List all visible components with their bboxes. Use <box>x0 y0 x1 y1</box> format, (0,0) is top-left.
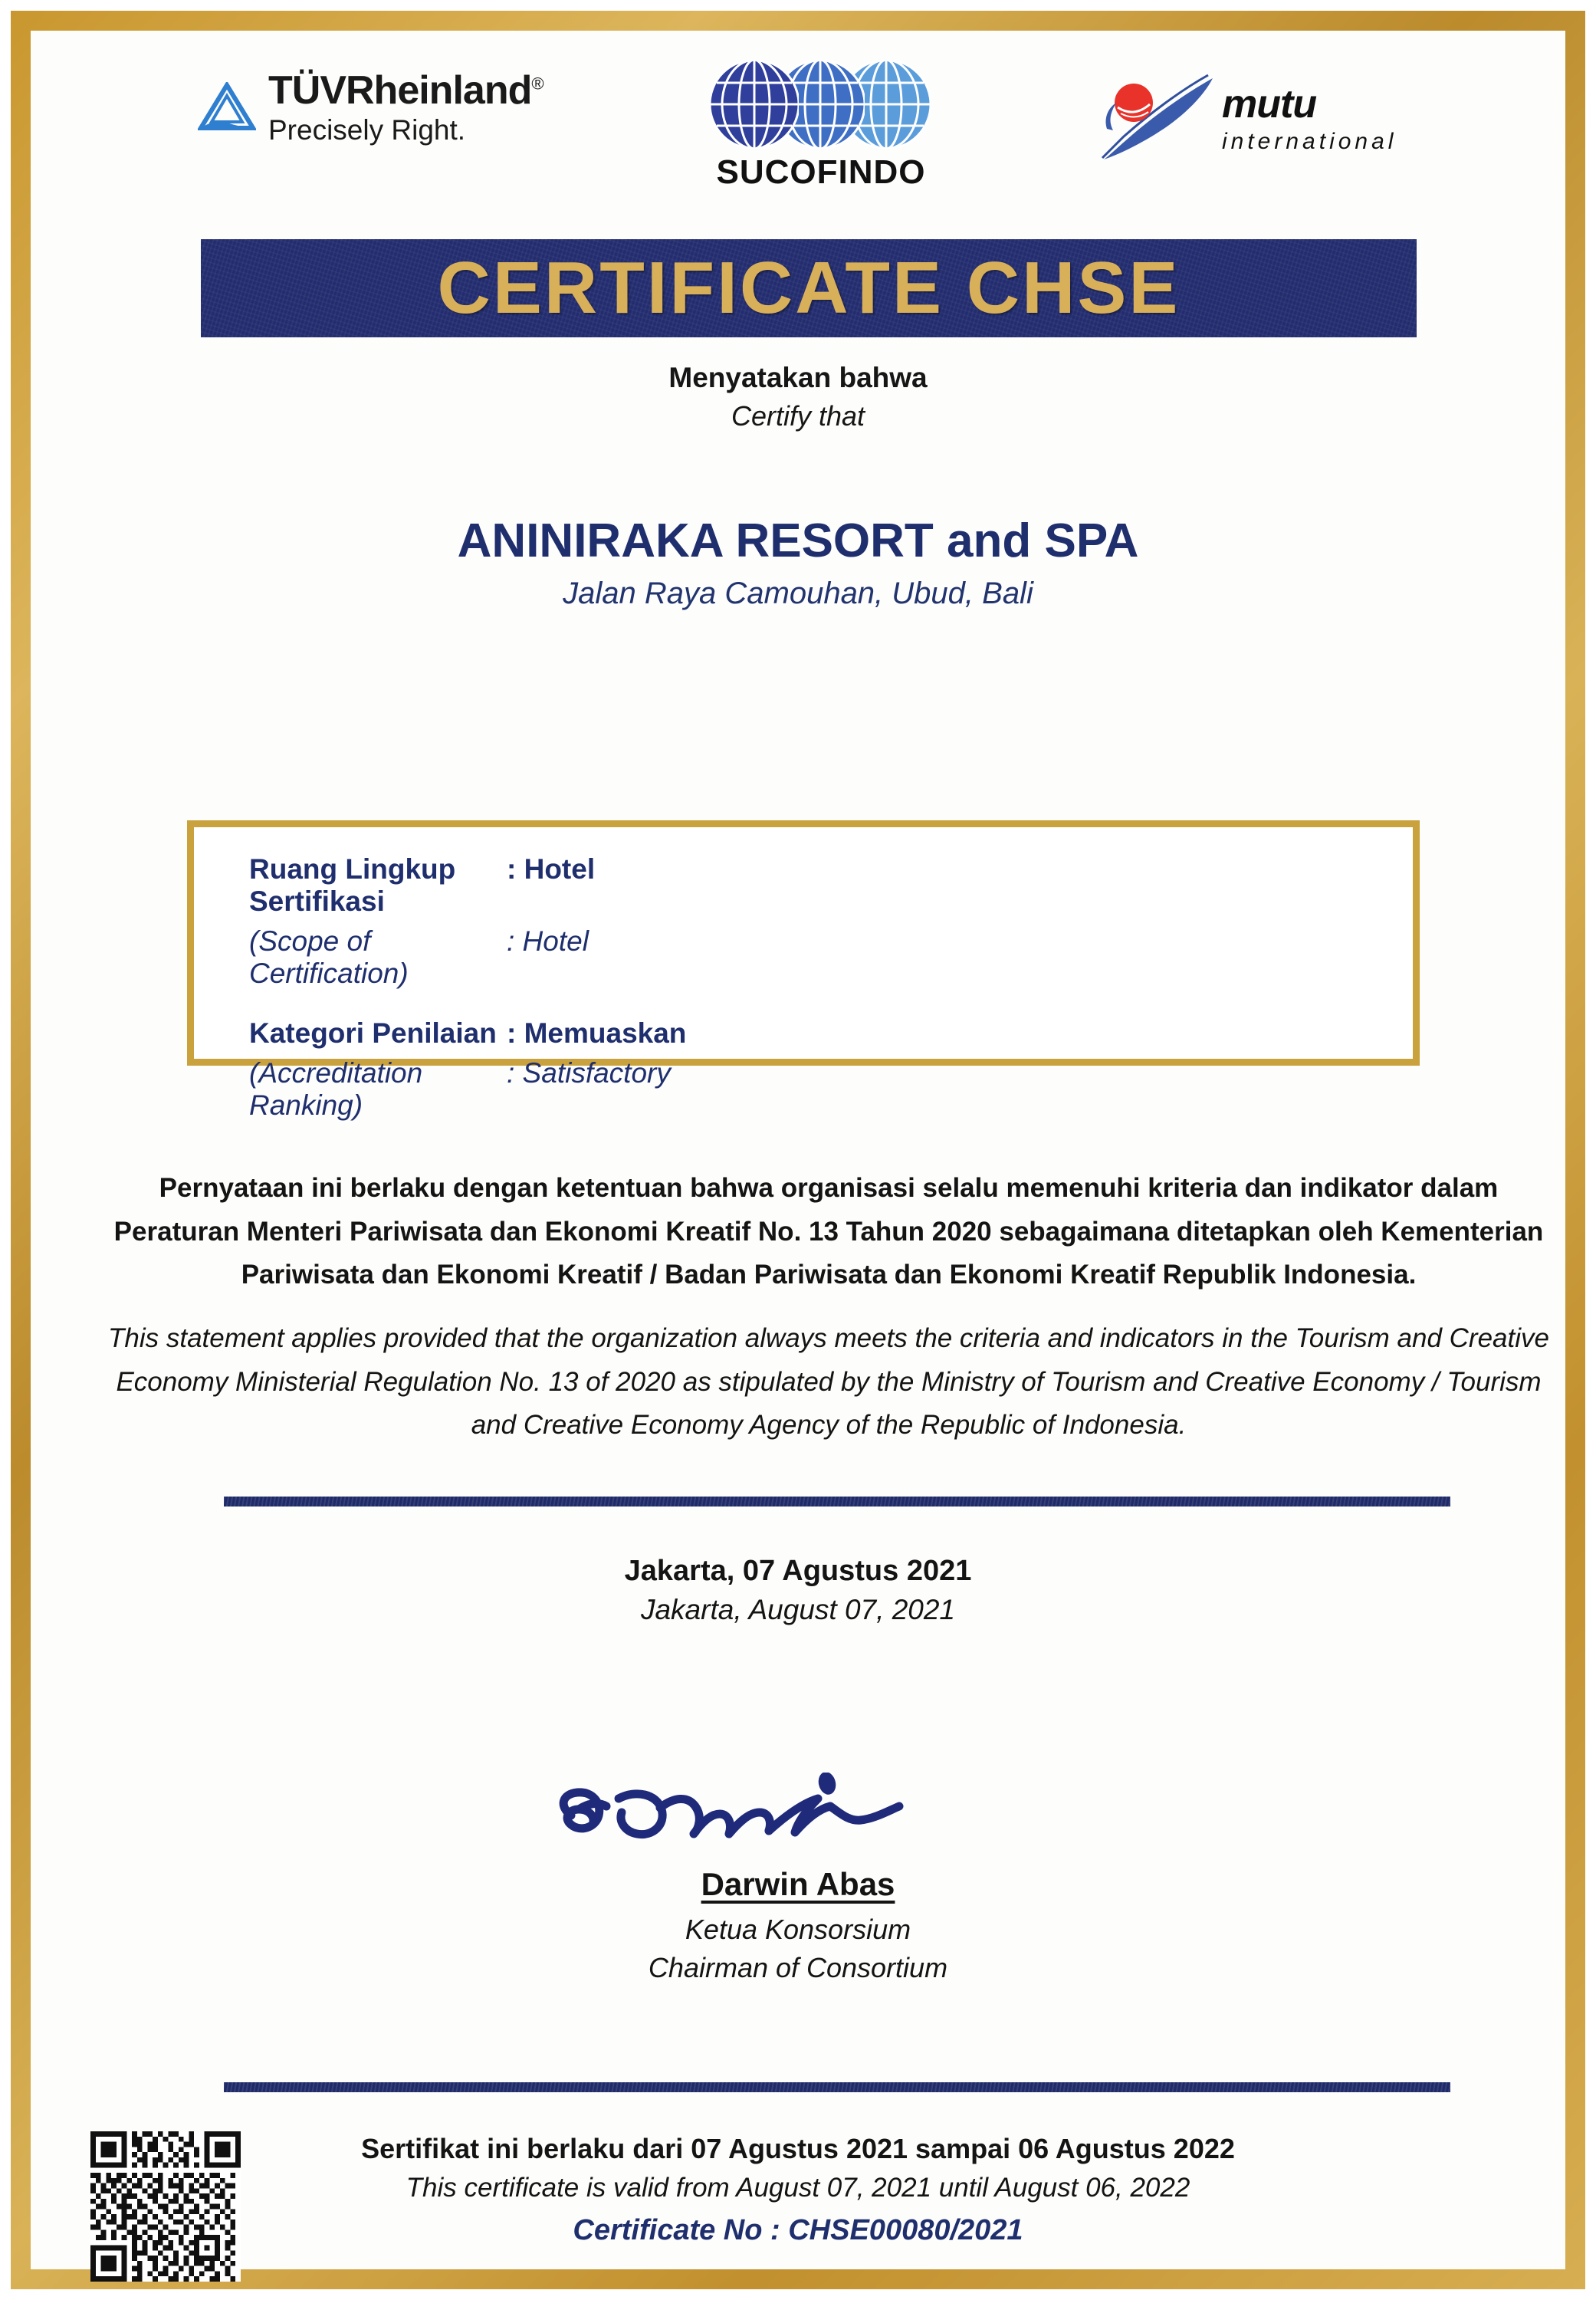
divider-above-footer <box>224 2082 1450 2092</box>
page-title: CERTIFICATE CHSE <box>437 247 1181 329</box>
logo-row <box>31 57 1565 202</box>
ranking-line-indonesian <box>249 1017 686 1050</box>
certificate-title-banner <box>201 239 1417 337</box>
tuv-triangle-icon <box>198 82 256 133</box>
scope-line-english <box>249 925 686 990</box>
scope-line-indonesian <box>249 853 686 918</box>
sucofindo-globes-icon <box>710 60 932 149</box>
scope-group-ranking <box>249 1017 686 1122</box>
tuv-tagline: Precisely Right. <box>268 114 466 146</box>
scope-value-en: : Hotel <box>507 925 589 957</box>
mutu-international-logo <box>1101 74 1397 164</box>
certificate-number: Certificate No : CHSE00080/2021 <box>573 2214 1023 2246</box>
scope-value-id: : Hotel <box>507 853 596 885</box>
certify-label-english: Certify that <box>731 400 865 432</box>
signature-block <box>31 1773 1565 1984</box>
ranking-label-en: (Accreditation Ranking) <box>249 1057 423 1121</box>
mutu-brand-subtitle: international <box>1222 129 1397 154</box>
validity-english: This certificate is valid from August 07, 2021 until August 06, 2022 <box>406 2173 1190 2203</box>
footer-block <box>31 2133 1565 2247</box>
statement-english: This statement applies provided that the organization always meets the criteria and indicators in the Tourism and Creative Economy Ministerial Regulation No. 13 of 2020 as stipulated by the Ministry of Tourism and Creative Economy / Tourism and Creative Economy Agency of the Republic of Indonesia. <box>108 1323 1549 1441</box>
tuv-brand-name: TÜVRheinland® <box>268 68 543 113</box>
ranking-value-en: : Satisfactory <box>507 1057 671 1089</box>
scope-label-id: Ruang Lingkup Sertifikasi <box>249 853 456 917</box>
mutu-brand-name: mutu <box>1222 82 1317 127</box>
scope-group-certification <box>249 853 686 990</box>
handwritten-signature-icon <box>545 1773 1051 1865</box>
registered-mark-icon: ® <box>531 74 543 94</box>
ranking-value-id: : Memuaskan <box>507 1017 687 1049</box>
validity-indonesian: Sertifikat ini berlaku dari 07 Agustus 2021 sampai 06 Agustus 2022 <box>361 2133 1235 2164</box>
certify-block <box>31 362 1565 432</box>
gold-frame-outer <box>11 11 1585 2289</box>
statement-indonesian: Pernyataan ini berlaku dengan ketentuan bahwa organisasi selalu memenuhi kriteria dan indikator dalam Peraturan Menteri Pariwisata dan Ekonomi Kreatif No. 13 Tahun 2020 sebagaimana ditetapkan oleh Kementerian Pariwisata dan Ekonomi Kreatif / Badan Pariwisata dan Ekonomi Kreatif Republik Indonesia. <box>113 1173 1544 1290</box>
sucofindo-wordmark: SUCOFINDO <box>716 153 926 191</box>
divider-above-signature <box>224 1497 1450 1506</box>
tuv-rheinland-logo <box>198 68 543 146</box>
tuv-text-block <box>268 68 543 146</box>
scope-label-en: (Scope of Certification) <box>249 925 409 989</box>
mutu-text-block <box>1222 84 1397 153</box>
certify-label-indonesian: Menyatakan bahwa <box>668 362 928 393</box>
signature-date-block <box>31 1555 1565 1626</box>
signer-name: Darwin Abas <box>701 1866 895 1902</box>
scope-rows <box>249 853 686 1129</box>
date-indonesian: Jakarta, 07 Agustus 2021 <box>624 1555 972 1587</box>
mutu-swoosh-icon <box>1101 74 1216 164</box>
certificate-body <box>31 31 1565 2269</box>
ranking-label-id: Kategori Penilaian <box>249 1017 497 1049</box>
ranking-line-english <box>249 1057 686 1122</box>
scope-box <box>187 820 1420 1121</box>
sucofindo-logo <box>710 60 932 192</box>
organization-address: Jalan Raya Camouhan, Ubud, Bali <box>563 577 1033 610</box>
signer-title-english: Chairman of Consortium <box>648 1952 948 1983</box>
signer-title-indonesian: Ketua Konsorsium <box>685 1914 911 1945</box>
date-english: Jakarta, August 07, 2021 <box>640 1594 956 1625</box>
organization-name: ANINIRAKA RESORT and SPA <box>457 514 1139 567</box>
